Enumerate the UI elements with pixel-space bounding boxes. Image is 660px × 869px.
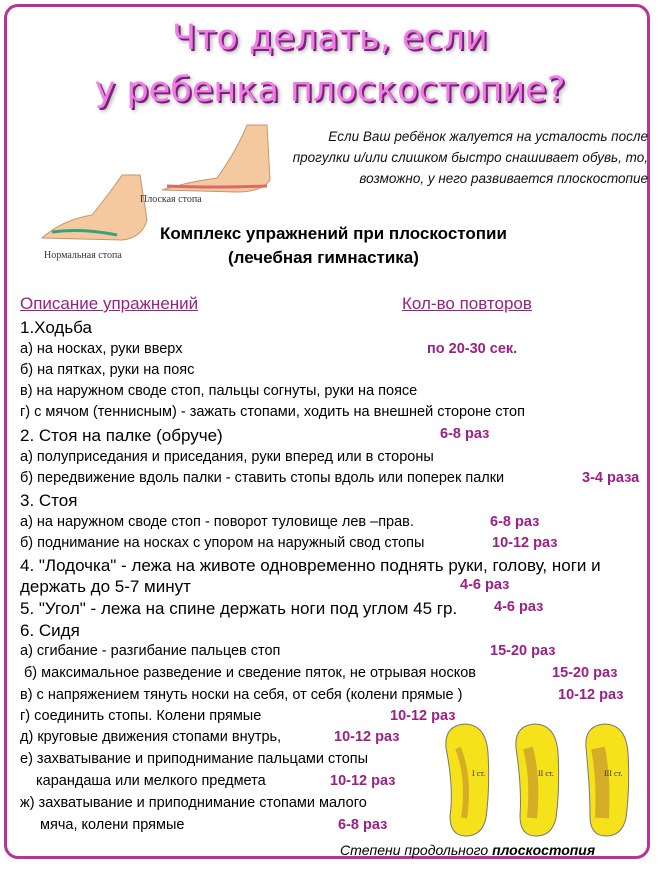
heading-line-1: Комплекс упражнений при плоскостопии xyxy=(160,224,507,243)
footprint-caption-prefix: Степени продольного xyxy=(340,842,493,858)
normal-foot-image xyxy=(42,175,147,240)
exercise-text: б) передвижение вдоль палки - ставить стопы вдоль или поперек палки xyxy=(20,470,505,486)
exercise-text: а) полуприседания и приседания, руки вперед или в стороны xyxy=(20,449,434,465)
intro-text: Если Ваш ребёнок жалуется на усталость после прогулки и/или слишком быстро снашивает обувь, то, возможно, у него развивается плоскостопие xyxy=(292,129,648,186)
exercise-text: б) максимальное разведение и сведение пяток, не отрывая носков xyxy=(24,665,476,681)
exercise-reps: 15-20 раз xyxy=(490,643,556,659)
title-line-1: Что делать, если xyxy=(172,18,488,58)
stage-label-1: I ст. xyxy=(472,769,486,778)
normal-foot-label: Нормальная стопа xyxy=(44,250,122,261)
exercise-reps: 3-4 раза xyxy=(582,470,640,486)
exercise-reps: 10-12 раз xyxy=(558,687,624,703)
exercise-text: д) круговые движения стопами внутрь, xyxy=(20,729,282,745)
exercise-text: а) на наружном своде стоп - поворот туловище лев –прав. xyxy=(20,514,414,530)
exercise-reps: 6-8 раз xyxy=(490,514,540,530)
exercise-reps: 10-12 раз xyxy=(334,729,400,745)
flat-foot-image xyxy=(162,125,270,192)
exercise-text: а) сгибание - разгибание пальцев стоп xyxy=(20,643,281,659)
exercise-text: б) на пятках, руки на пояс xyxy=(20,362,195,378)
column-header-repeats: Кол-во повторов xyxy=(402,294,532,313)
footprint-caption-bold: плоскостопия xyxy=(492,842,596,858)
title-line-2: у ребенка плоскостопие? xyxy=(94,70,566,110)
heading-line-2: (лечебная гимнастика) xyxy=(228,248,419,267)
footprint-stages-image xyxy=(436,718,654,840)
footprint-stage-1 xyxy=(446,724,489,836)
exercise-reps: 10-12 раз xyxy=(492,535,558,551)
column-header-description: Описание упражнений xyxy=(20,294,199,313)
exercise-text: в) на наружном своде стоп, пальцы согнуты, руки на поясе xyxy=(20,383,418,399)
exercise-text: 5. "Угол" - лежа на спине держать ноги под углом 45 гр. xyxy=(20,599,458,618)
exercise-heading xyxy=(160,222,600,270)
exercise-reps: 10-12 раз xyxy=(390,708,456,724)
exercise-text: 3. Стоя xyxy=(20,491,78,510)
exercise-text: мяча, колени прямые xyxy=(40,817,185,833)
exercise-text: г) соединить стопы. Колени прямые xyxy=(20,708,262,724)
exercise-reps: 15-20 раз xyxy=(552,665,618,681)
exercise-text: а) на носках, руки вверх xyxy=(20,341,183,357)
exercise-text: г) с мячом (теннисным) - зажать стопами, ходить на внешней стороне стоп xyxy=(20,404,525,420)
stage-label-2: II ст. xyxy=(538,769,554,778)
exercise-reps: 6-8 раз xyxy=(338,817,388,833)
exercise-text: 6. Сидя xyxy=(20,621,80,640)
exercise-text: 1.Ходьба xyxy=(20,318,92,337)
exercise-reps: 10-12 раз xyxy=(330,773,396,789)
flat-foot-label: Плоская стопа xyxy=(140,194,202,205)
exercise-text: е) захватывание и приподнимание пальцами стопы xyxy=(20,751,369,767)
footprint-caption xyxy=(340,842,595,858)
exercise-text: б) поднимание на носках с упором на наружный свод стопы xyxy=(20,535,425,551)
exercise-text: держать до 5-7 минут xyxy=(20,577,191,596)
exercise-text: ж) захватывание и приподнимание стопами малого xyxy=(20,795,367,811)
exercise-text: в) с напряжением тянуть носки на себя, от себя (колени прямые ) xyxy=(20,687,463,703)
exercise-text: карандаша или мелкого предмета xyxy=(36,773,266,789)
exercise-reps: по 20-30 сек. xyxy=(427,341,518,357)
exercise-reps: 6-8 раз xyxy=(440,426,490,442)
footprint-stage-2 xyxy=(516,724,559,836)
exercise-reps: 4-6 раз xyxy=(494,599,544,615)
footprint-stage-3 xyxy=(586,724,629,836)
exercise-text: 4. "Лодочка" - лежа на животе одновременно поднять руки, голову, ноги и xyxy=(20,556,601,575)
stage-label-3: III ст. xyxy=(604,769,623,778)
exercise-reps: 4-6 раз xyxy=(460,577,510,593)
exercise-text: 2. Стоя на палке (обруче) xyxy=(20,426,223,445)
